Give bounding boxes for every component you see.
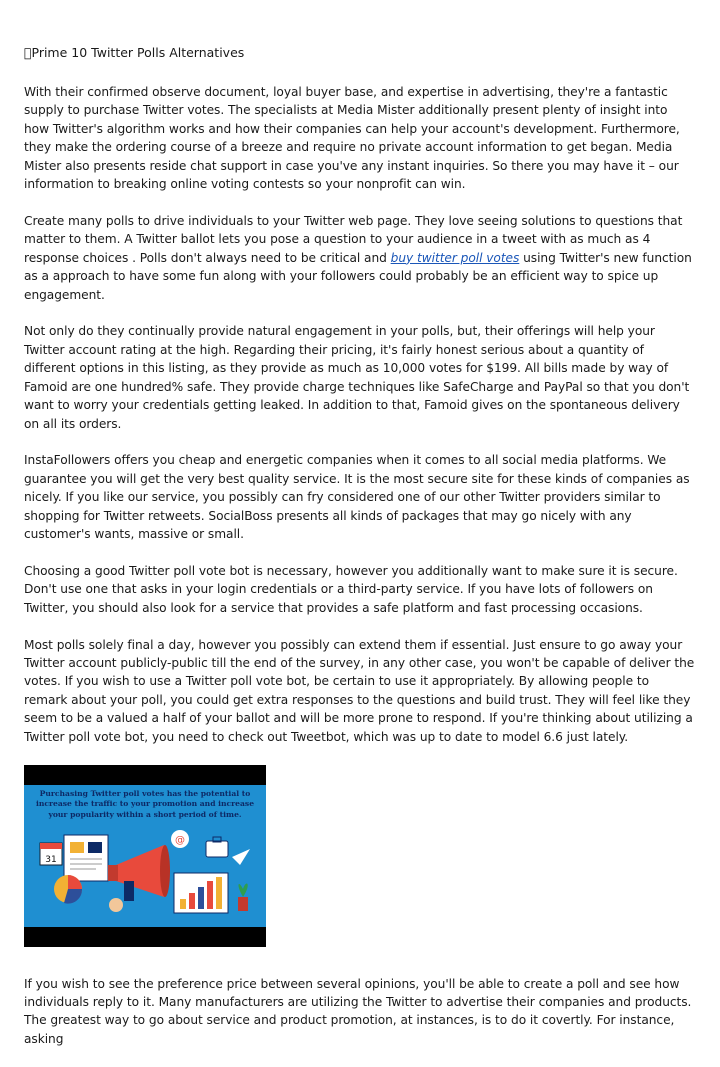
promo-image <box>24 765 266 947</box>
paper-plane-icon <box>232 849 250 865</box>
paragraph-1: With their confirmed observe document, loyal buyer base, and expertise in advertising, they're a fantastic supply to purchase Twitter votes. The specialists at Media Mister additionally present plenty of insight into how Twitter's algorithm works and how their companies can help your account's development. Furthermore, they make the ordering course of a breeze and require no private account information to get began. Media Mister also presents reside chat support in case you've any instant inquiries. So there you may have it – our information to breaking online voting contests so your nonprofit can win. <box>24 85 680 192</box>
email-bubble-icon <box>171 830 189 848</box>
promo-image-panel <box>24 785 266 927</box>
paragraph-2-text-before: Create many polls to drive individuals to your Twitter web page. They love seeing solutions to questions that matter to them. A Twitter ballot lets you pose a question to your audience in a tweet with as much as 4 response choices . Polls don't always need to be critical and <box>24 213 683 265</box>
briefcase-icon <box>206 837 228 857</box>
article-title:  Prime 10 Twitter Polls Alternatives <box>24 45 245 60</box>
plant-icon <box>238 883 248 911</box>
pie-chart-icon <box>54 875 82 904</box>
paragraph-2 <box>24 212 696 304</box>
paragraph-7: If you wish to see the preference price between several opinions, you'll be able to create a poll and see how individuals reply to it. Many manufacturers are utilizing the Twitter to advertise their companies and products. The greatest way to go about service and product promotion, at instances, is to do it covertly. For instance, asking <box>24 976 692 1046</box>
buy-twitter-poll-votes-link[interactable]: buy twitter poll votes <box>390 250 520 265</box>
article <box>24 44 696 1067</box>
paragraph-2-text-after: using Twitter's new function as a approach to have some fun along with your followers could probably be an efficient way to spice up engagement. <box>24 250 692 302</box>
marketing-illustration <box>24 785 266 927</box>
promo-image-caption: Purchasing Twitter poll votes has the potential to increase the traffic to your promotion and increase your popularity within a short period of time. <box>35 788 255 819</box>
calendar-day: 31 <box>45 854 57 865</box>
svg-text:@: @ <box>175 834 185 846</box>
paragraph-3: Not only do they continually provide natural engagement in your polls, but, their offerings will help your Twitter account rating at the high. Regarding their pricing, it's fairly honest serious about a quantity of different options in this listing, as they provide as much as 10,000 votes for $199. All bills made by way of Famoid are one hundred% safe. They provide charge techniques like SafeCharge and PayPal so that you don't want to worry your credentials getting leaked. In addition to that, Famoid gives on the spontaneous delivery on all its orders. <box>24 324 690 431</box>
paragraph-6: Most polls solely final a day, however you possibly can extend them if essential. Just ensure to go away your Twitter account publicly-public till the end of the survey, in any other case, you won't be capable of deliver the votes. If you wish to use a Twitter poll vote bot, be certain to use it appropriately. By allowing people to remark about your poll, you could get extra responses to the questions and build trust. They will feel like they seem to be a valued a half of your ballot and will be more prone to respond. If you're thinking about utilizing a Twitter poll vote bot, you need to check out Tweetbot, which was up to date to model 6.6 just lately. <box>24 637 695 744</box>
bar-chart-icon <box>174 873 228 913</box>
paragraph-4: InstaFollowers offers you cheap and energetic companies when it comes to all social media platforms. We guarantee you will get the very best quality service. It is the most secure site for these kinds of companies as nicely. If you like our service, you possibly can fry considered one of our other Twitter providers similar to shopping for Twitter retweets. SocialBoss presents all kinds of packages that may go nicely with any customer's wants, massive or small. <box>24 453 690 542</box>
megaphone-icon <box>108 845 170 912</box>
paragraph-5: Choosing a good Twitter poll vote bot is necessary, however you additionally want to make sure it is secure. Don't use one that asks in your login credentials or a third-party service. If you have lots of followers on Twitter, you should also look for a service that provides a safe platform and fast processing occasions. <box>24 563 678 615</box>
calendar-icon <box>40 843 62 865</box>
report-sheet-icon <box>64 835 108 881</box>
